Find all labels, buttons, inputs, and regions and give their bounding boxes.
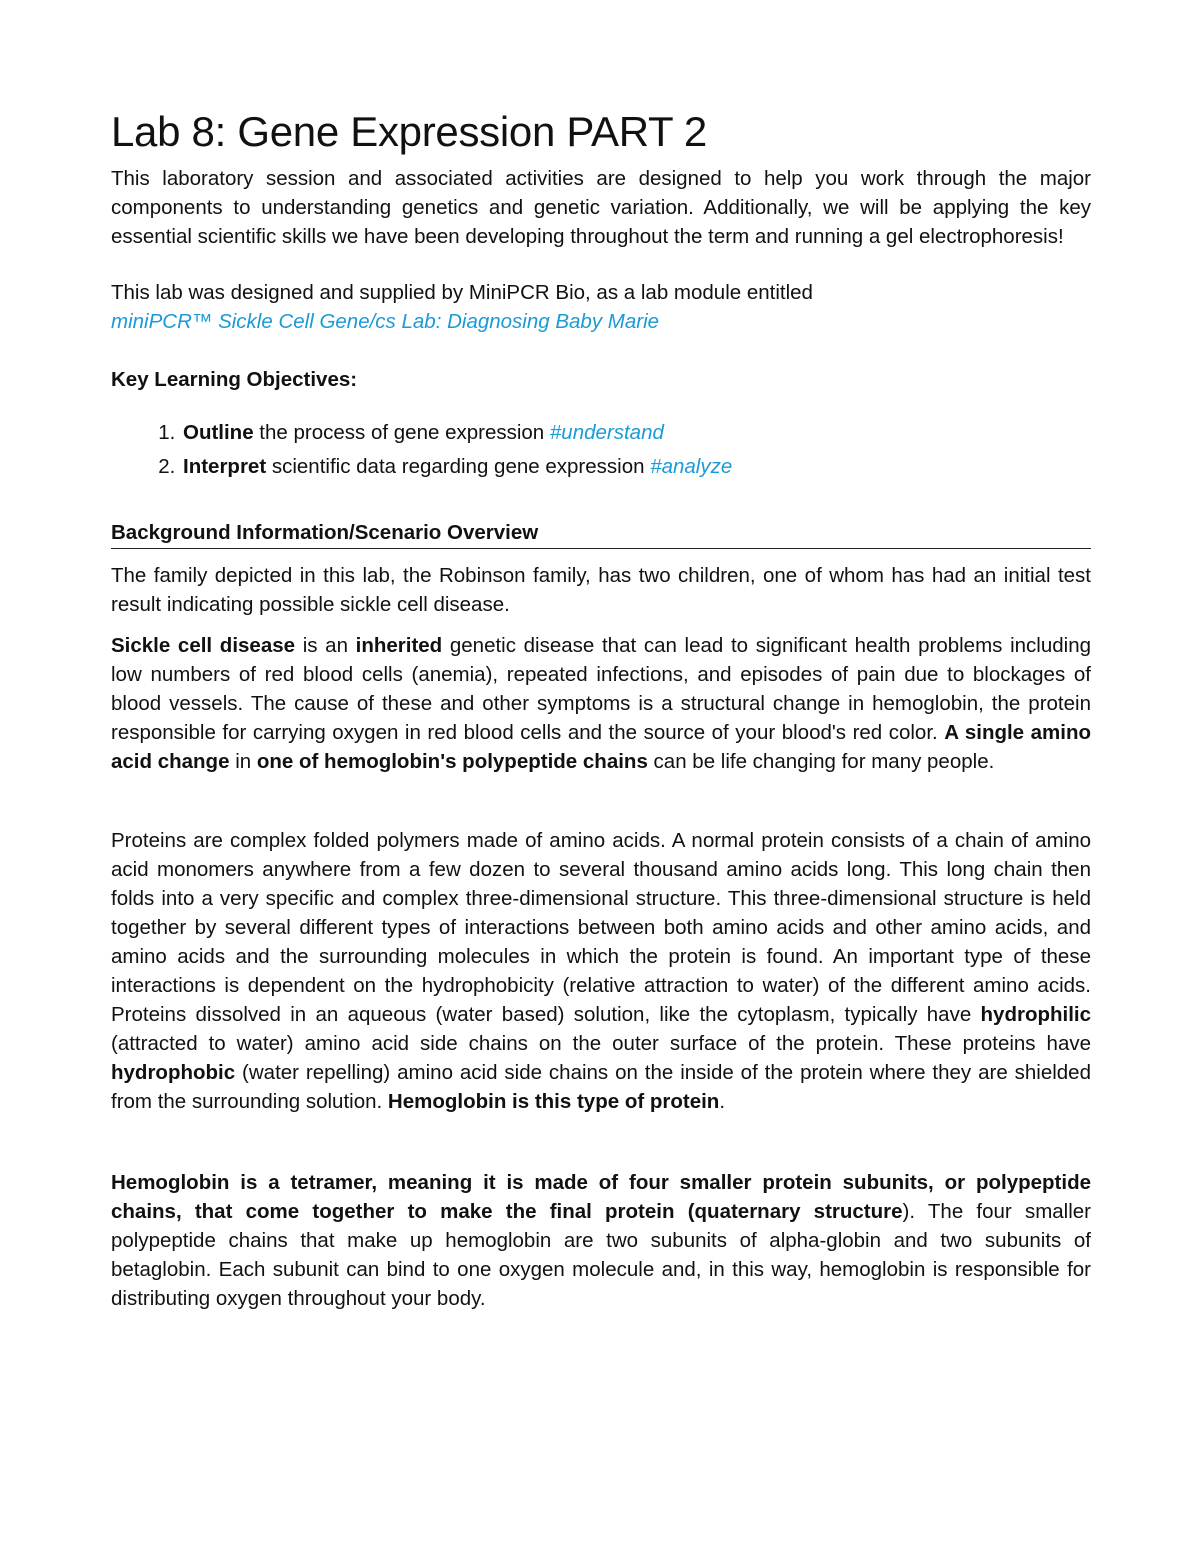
credit-text: This lab was designed and supplied by MiniPCR Bio, as a lab module entitled xyxy=(111,281,813,304)
text-run: ). The four smaller polypeptide chains that make up hemoglobin are two subunits of alpha-globin and two subunits of betaglobin. Each subunit can bind to one oxygen molecule and, in this way, hemoglobin is responsible for distributing oxygen throughout your body. xyxy=(111,1200,1092,1310)
text-run: is an xyxy=(295,634,356,657)
objective-item xyxy=(181,416,1091,450)
background-paragraph-2 xyxy=(111,631,1091,776)
lab-module-link[interactable]: miniPCR™ Sickle Cell Gene/cs Lab: Diagnosing Baby Marie xyxy=(111,310,660,333)
background-paragraph-4 xyxy=(111,1168,1091,1313)
objective-text: scientific data regarding gene expression xyxy=(266,455,651,478)
text-run: in xyxy=(229,750,257,773)
text-run: (attracted to water) amino acid side chains on the outer surface of the protein. These proteins have xyxy=(111,1032,1091,1055)
objectives-heading: Key Learning Objectives: xyxy=(111,368,358,391)
bold-phrase: hydrophobic xyxy=(111,1061,236,1084)
background-paragraph-1: The family depicted in this lab, the Robinson family, has two children, one of whom has had an initial test result indicating possible sickle cell disease. xyxy=(111,564,1091,616)
text-run: . xyxy=(719,1090,726,1113)
text-run: (water repelling) amino acid side chains on the inside of the protein where they are shielded from the surrounding solution. xyxy=(111,1061,1091,1113)
background-heading: Background Information/Scenario Overview xyxy=(111,518,1091,549)
objective-item xyxy=(181,450,1091,484)
objective-verb: Interpret xyxy=(183,455,267,478)
background-paragraph-3 xyxy=(111,826,1091,1116)
objective-text: the process of gene expression xyxy=(253,421,550,444)
bold-phrase: inherited xyxy=(355,634,443,657)
credit-paragraph xyxy=(111,278,1091,336)
page-title: Lab 8: Gene Expression PART 2 xyxy=(111,108,707,155)
bold-phrase: Sickle cell disease xyxy=(111,634,296,657)
document-page xyxy=(111,108,1091,1313)
text-run: Proteins are complex folded polymers made of amino acids. A normal protein consists of a chain of amino acid monomers anywhere from a few dozen to several thousand amino acids long. This long chain then folds into a very specific and complex three-dimensional structure. This three-dimensional structure is held together by several different types of interactions between both amino acids and other amino acids, and amino acids and the surrounding molecules in which the protein is found. An important type of these interactions is dependent on the hydrophobicity (relative attraction to water) of the different amino acids. Proteins dissolved in an aqueous (water based) solution, like the cytoplasm, typically have xyxy=(111,829,1091,1026)
objective-tag: #analyze xyxy=(650,455,733,478)
text-run: genetic disease that can lead to significant health problems including low numbers of red blood cells (anemia), repeated infections, and episodes of pain due to blockages of blood vessels. The cause of these and other symptoms is a structural change in hemoglobin, the protein responsible for carrying oxygen in red blood cells and the source of your blood's red color. xyxy=(111,634,1091,744)
intro-paragraph: This laboratory session and associated activities are designed to help you work through the major components to understanding genetics and genetic variation. Additionally, we will be applying the key essential scientific skills we have been developing throughout the term and running a gel electrophoresis! xyxy=(111,167,1091,248)
bold-phrase: hydrophilic xyxy=(980,1003,1091,1026)
bold-phrase: one of hemoglobin's polypeptide chains xyxy=(256,750,648,773)
objective-verb: Outline xyxy=(183,421,254,444)
objective-tag: #understand xyxy=(549,421,664,444)
bold-phrase: A single amino acid change xyxy=(111,721,1091,773)
bold-phrase: Hemoglobin is a tetramer, meaning it is made of four smaller protein subunits, or polypeptide chains, that come together to make the final protein (quaternary structure xyxy=(111,1171,1091,1223)
text-run: can be life changing for many people. xyxy=(647,750,995,773)
objectives-list xyxy=(111,416,1091,484)
bold-phrase: Hemoglobin is this type of protein xyxy=(387,1090,720,1113)
